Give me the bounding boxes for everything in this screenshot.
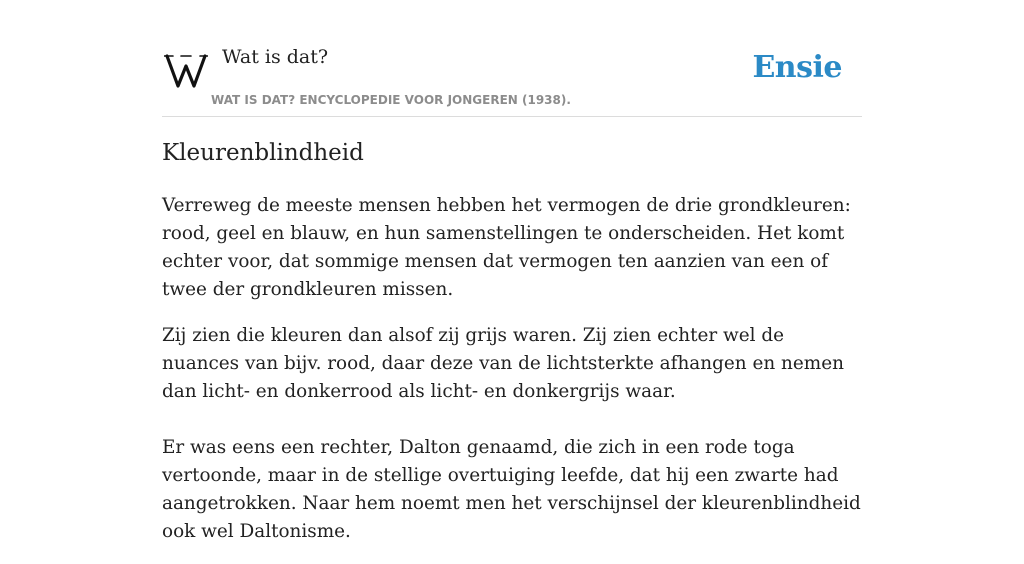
article-paragraph: Zij zien die kleuren dan alsof zij grijs waren. Zij zien echter wel de nuances van bijv. rood, daar deze van de lichtsterkte afhangen en nemen dan licht- en donkerrood als licht- en donkergrijs waar. — [162, 325, 844, 402]
article-body — [162, 192, 862, 564]
wikipedia-w-icon[interactable] — [164, 50, 208, 90]
site-title[interactable]: Wat is dat? — [222, 46, 329, 68]
site-header — [162, 0, 862, 117]
brand-logo[interactable]: Ensie — [752, 50, 842, 85]
article-title: Kleurenblindheid — [162, 140, 364, 166]
source-subtitle: WAT IS DAT? ENCYCLOPEDIE VOOR JONGEREN (1938). — [211, 93, 571, 107]
article-paragraph: Verreweg de meeste mensen hebben het vermogen de drie grondkleuren: rood, geel en blauw, en hun samenstellingen te onderscheiden. Het komt echter voor, dat sommige mensen dat vermogen ten aanzien van een of twee der grondkleuren missen. — [162, 195, 851, 300]
article-paragraph: Er was eens een rechter, Dalton genaamd, die zich in een rode toga vertoonde, maar in de stellige overtuiging leefde, dat hij een zwarte had aangetrokken. Naar hem noemt men het verschijnsel der kleurenblindheid ook wel Daltonisme. — [162, 437, 861, 542]
page — [162, 0, 862, 542]
